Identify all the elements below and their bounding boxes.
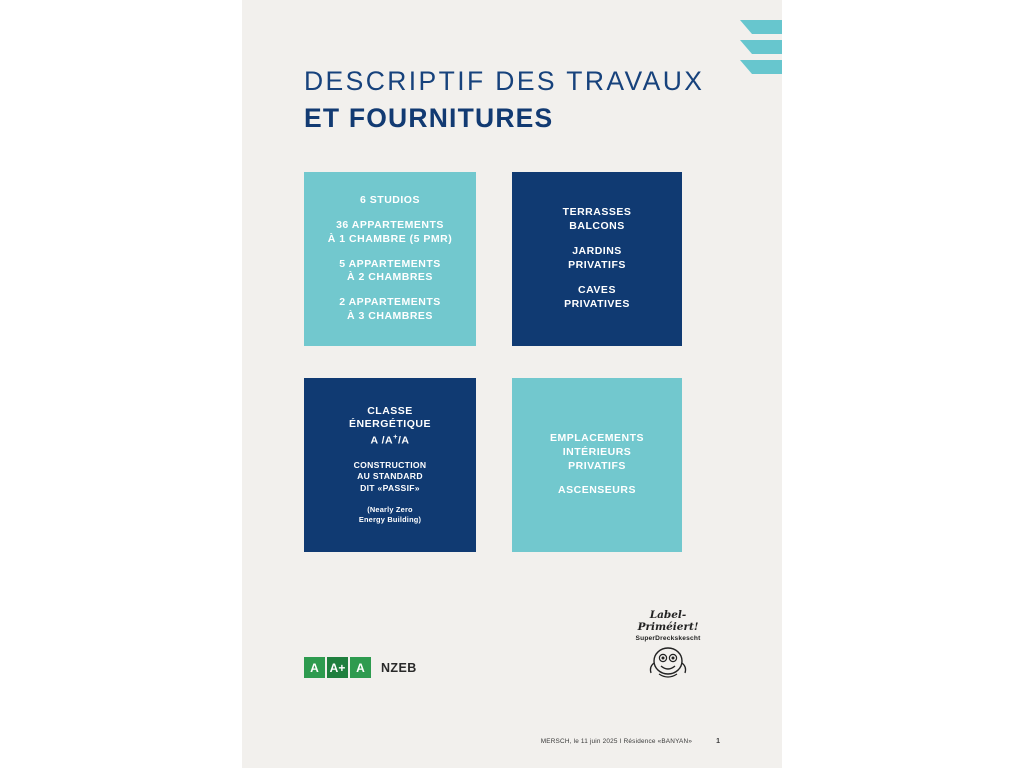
mascot-face-icon [622, 643, 714, 688]
outdoor-box [512, 172, 682, 346]
box-line: CAVES [578, 283, 616, 296]
box-line: 36 APPARTEMENTS [336, 218, 444, 231]
box-line: À 1 CHAMBRE (5 PMR) [327, 232, 453, 245]
page-title [304, 66, 744, 135]
stamp-line-2: Priméiert! [637, 620, 699, 633]
label-primeiert-stamp [622, 610, 714, 695]
page-title-line-2: ET FOURNITURES [304, 103, 554, 134]
box-line: INTÉRIEURS [562, 445, 632, 458]
nzeb-block-a: A [304, 657, 325, 678]
chevron-decoration-icon [740, 40, 782, 54]
box-group [568, 245, 626, 273]
box-group [550, 432, 644, 474]
nzeb-blocks [304, 657, 371, 678]
nzeb-logo [304, 657, 417, 678]
box-line: PRIVATIFS [568, 259, 626, 271]
box-group [328, 219, 452, 247]
box-line: TERRASSES [562, 206, 632, 219]
units-box [304, 172, 476, 346]
box-group [354, 460, 427, 495]
box-line: 6 STUDIOS [360, 193, 420, 206]
box-line: Energy Building) [358, 515, 422, 525]
box-line: PRIVATIVES [564, 297, 630, 310]
energy-class-value-pre: A /A [370, 434, 394, 447]
box-line: BALCONS [569, 220, 625, 233]
box-group [360, 194, 420, 208]
box-group [349, 405, 431, 449]
box-group [339, 258, 441, 286]
box-line: JARDINS [572, 245, 622, 258]
box-group [339, 296, 441, 324]
box-line: DIT «PASSIF» [360, 482, 420, 493]
box-line: À 3 CHAMBRES [347, 310, 433, 323]
energy-class-value-sup: + [393, 432, 399, 442]
nzeb-block-a-plus: A+ [327, 657, 348, 678]
box-line: 2 APPARTEMENTS [339, 296, 441, 309]
box-group [558, 484, 636, 498]
box-line: ÉNERGÉTIQUE [349, 418, 431, 431]
energy-class-value-post: /A [398, 434, 410, 447]
box-line: (Nearly Zero [367, 505, 413, 515]
chevron-decoration-icon [740, 20, 782, 34]
box-line: ASCENSEURS [558, 484, 636, 497]
page-title-line-1: DESCRIPTIF DES TRAVAUX [304, 66, 705, 96]
box-group [563, 206, 632, 234]
chevron-decoration-icon [740, 60, 782, 74]
box-line: À 2 CHAMBRES [347, 271, 433, 284]
nzeb-label: NZEB [381, 660, 417, 675]
energy-class-value [349, 432, 431, 448]
page-number: 1 [716, 738, 720, 745]
footer [304, 738, 720, 745]
parking-box [512, 378, 682, 552]
box-line: CLASSE [367, 404, 413, 417]
box-group [359, 505, 421, 525]
document-sheet [242, 0, 782, 768]
footer-text: MERSCH, le 11 juin 2025 I Résidence «BANYAN» [540, 738, 693, 745]
box-line: CONSTRUCTION [353, 459, 427, 470]
box-line: EMPLACEMENTS [549, 431, 645, 444]
box-line: 5 APPARTEMENTS [339, 257, 441, 270]
nzeb-block-a2: A [350, 657, 371, 678]
stamp-line-1: Label- [649, 609, 687, 621]
stamp-arc-text: SuperDreckskescht [635, 635, 701, 643]
box-group [564, 284, 630, 312]
energy-class-box [304, 378, 476, 552]
box-line: PRIVATIFS [568, 459, 626, 472]
box-line: AU STANDARD [357, 471, 423, 482]
